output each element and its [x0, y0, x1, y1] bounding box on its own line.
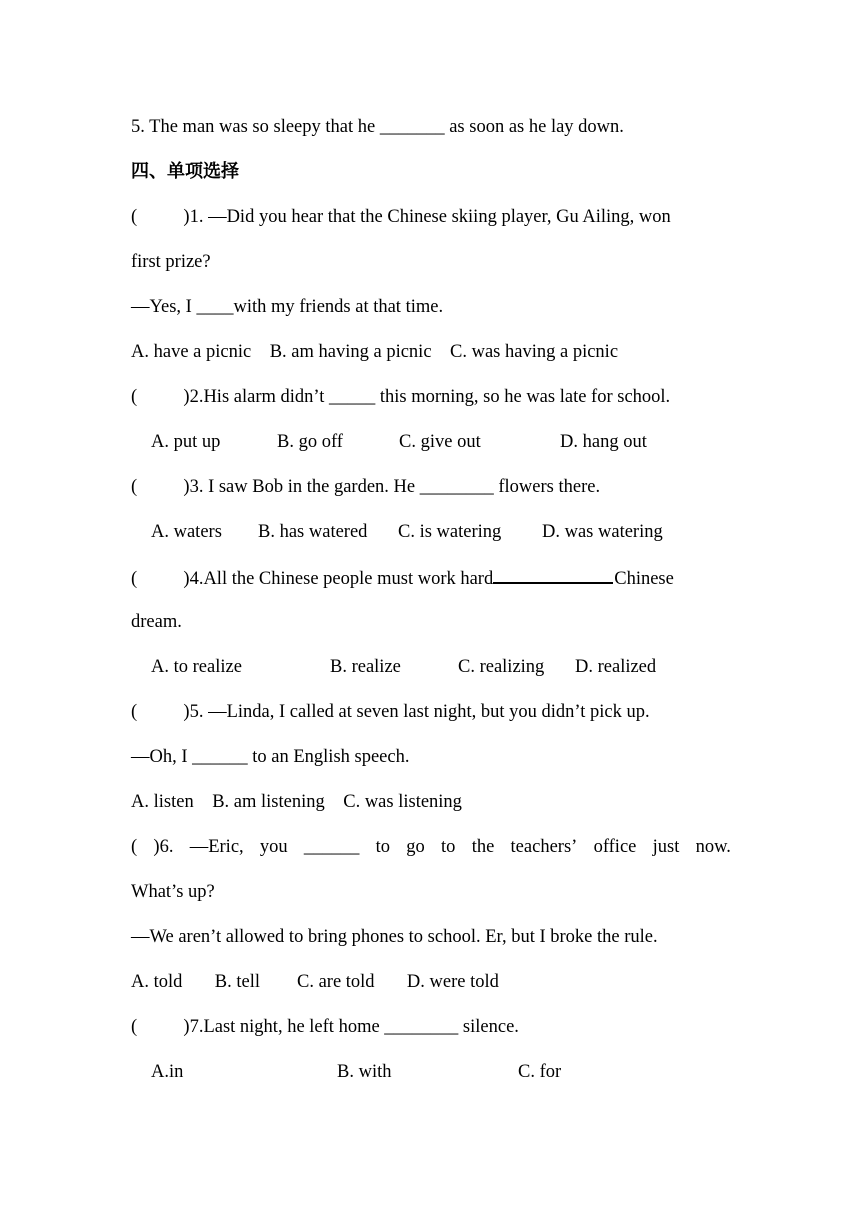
question-5-options: A. listen B. am listening C. was listening	[131, 792, 462, 812]
q6-word: to	[441, 837, 456, 857]
question-2-option-c: C. give out	[399, 432, 481, 452]
question-4-stem-cont: dream.	[131, 612, 182, 632]
q6-word: (	[131, 837, 138, 857]
section-title: 四、单项选择	[131, 161, 239, 182]
q6-word: ______	[303, 837, 360, 857]
question-7-option-a: A.in	[151, 1062, 184, 1082]
q6-word: office	[593, 837, 637, 857]
question-4-stem	[131, 562, 674, 592]
question-3-option-b: B. has watered	[258, 522, 368, 542]
q6-word: go	[406, 837, 425, 857]
question-4-option-c: C. realizing	[458, 657, 545, 677]
question-5-dialogue: —Oh, I ______ to an English speech.	[131, 747, 410, 767]
question-2-option-d: D. hang out	[560, 432, 647, 452]
q6-word: )6.	[153, 837, 174, 857]
question-6-dialogue: —We aren’t allowed to bring phones to school. Er, but I broke the rule.	[131, 927, 658, 947]
question-4-option-d: D. realized	[575, 657, 657, 677]
question-6-stem-cont: What’s up?	[131, 882, 215, 902]
question-4-option-a: A. to realize	[151, 657, 242, 677]
question-6-stem	[131, 832, 731, 862]
question-4-stem-after: Chinese	[614, 569, 674, 589]
question-2-option-b: B. go off	[277, 432, 343, 452]
question-7-stem: ( )7.Last night, he left home ________ silence.	[131, 1017, 519, 1037]
question-1-options: A. have a picnic B. am having a picnic C. was having a picnic	[131, 342, 619, 362]
q6-word: —Eric,	[189, 837, 244, 857]
q6-word: the	[471, 837, 495, 857]
question-1-dialogue: —Yes, I ____with my friends at that time.	[131, 297, 444, 317]
question-3-option-d: D. was watering	[542, 522, 663, 542]
question-7-option-b: B. with	[337, 1062, 392, 1082]
q6-word: teachers’	[510, 837, 578, 857]
q6-word: just	[652, 837, 680, 857]
q6-word: now.	[695, 837, 731, 857]
fill-in-item-5: 5. The man was so sleepy that he _______ as soon as he lay down.	[131, 117, 624, 137]
question-1-stem: ( )1. —Did you hear that the Chinese skiing player, Gu Ailing, won	[131, 207, 671, 227]
question-3-stem: ( )3. I saw Bob in the garden. He ________ flowers there.	[131, 477, 601, 497]
question-5-stem: ( )5. —Linda, I called at seven last night, but you didn’t pick up.	[131, 702, 650, 722]
question-4-blank	[493, 562, 613, 584]
question-3-option-a: A. waters	[151, 522, 222, 542]
q6-word: to	[375, 837, 391, 857]
question-3-option-c: C. is watering	[398, 522, 502, 542]
question-1-stem-cont: first prize?	[131, 252, 211, 272]
question-4-option-b: B. realize	[330, 657, 401, 677]
question-2-option-a: A. put up	[151, 432, 221, 452]
question-4-stem-before: ( )4.All the Chinese people must work hard	[131, 569, 494, 589]
question-6-options: A. told B. tell C. are told D. were told	[131, 972, 499, 992]
question-7-option-c: C. for	[518, 1062, 562, 1082]
q6-word: you	[259, 837, 288, 857]
question-2-stem: ( )2.His alarm didn’t _____ this morning, so he was late for school.	[131, 387, 671, 407]
